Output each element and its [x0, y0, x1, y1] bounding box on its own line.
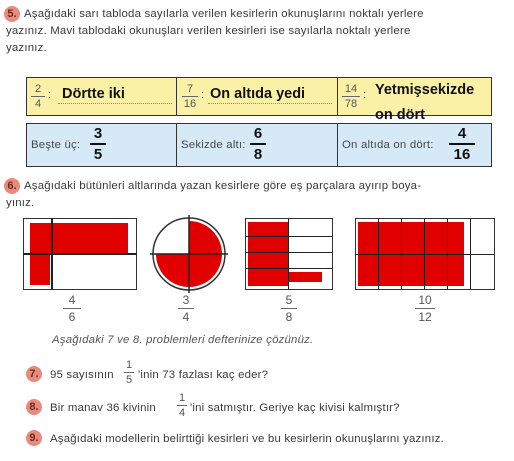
q5-instruction-line1: Aşağıdaki sarı tabloda sayılarla verilen kesirlerin okunuşlarını noktalı yerlere — [24, 8, 424, 20]
divider-line — [288, 218, 289, 290]
q7-text-before: 95 sayısının — [50, 369, 114, 381]
q8-text-after: 'ini satmıştır. Geriye kaç kivisi kalmıştır? — [190, 402, 400, 414]
note-text: Aşağıdaki 7 ve 8. problemleri defterinize çözünüz. — [52, 334, 314, 346]
q6-instruction-line1: Aşağıdaki bütünleri altlarında yazan kesirlere göre eş parçalara ayırıp boya- — [24, 180, 422, 192]
divider-line — [23, 253, 137, 255]
colon-text: : — [363, 89, 367, 101]
fraction-label: 4 6 — [63, 293, 81, 324]
fraction: 7 16 — [183, 83, 197, 110]
q9-text: Aşağıdaki modellerin belirttiği kesirleri ve bu kesirlerin okunuşlarını yazınız. — [50, 433, 444, 445]
blue-label: Sekizde altı: — [181, 139, 246, 151]
circle-model-3-4[interactable] — [150, 215, 228, 293]
fraction-label: 3 4 — [178, 293, 194, 324]
blue-label: On altıda on dört: — [342, 139, 434, 151]
fraction-label: 10 12 — [415, 293, 435, 324]
fraction-label: 5 8 — [281, 293, 297, 324]
divider-line — [378, 218, 379, 290]
painted-region — [288, 272, 322, 282]
handwritten-answer[interactable]: on dört — [375, 107, 425, 123]
painted-region — [30, 223, 128, 255]
q6-instruction-line2: yınız. — [6, 197, 35, 209]
handwritten-fraction[interactable]: 3 5 — [90, 125, 106, 163]
colon-text: : — [201, 89, 205, 101]
question-number-badge: 9. — [26, 430, 42, 446]
question-number-badge: 8. — [26, 399, 42, 415]
divider-line — [51, 218, 53, 290]
q5-instruction-line3: yazınız. — [6, 42, 47, 54]
colon-text: : — [48, 89, 52, 101]
fraction: 1 4 — [178, 392, 186, 419]
handwritten-answer[interactable]: Yetmişsekizde — [375, 82, 475, 98]
fraction: 2 4 — [31, 83, 45, 110]
divider-line — [424, 218, 425, 290]
handwritten-answer[interactable]: On altıda yedi — [210, 86, 306, 102]
blue-label: Beşte üç: — [31, 139, 81, 151]
fraction: 14 78 — [342, 83, 360, 110]
dotted-answer-line — [58, 103, 172, 104]
handwritten-fraction[interactable]: 4 16 — [449, 125, 475, 163]
handwritten-answer[interactable]: Dörtte iki — [62, 86, 125, 102]
dotted-answer-line — [208, 103, 332, 104]
divider-line — [470, 218, 471, 290]
question-number-badge: 5. — [4, 6, 20, 22]
divider-line — [447, 218, 448, 290]
fraction: 1 5 — [125, 359, 133, 386]
q8-text-before: Bir manav 36 kivinin — [50, 402, 156, 414]
question-number-badge: 6. — [4, 178, 20, 194]
q7-text-after: 'inin 73 fazlası kaç eder? — [138, 369, 269, 381]
question-number-badge: 7. — [26, 366, 42, 382]
handwritten-fraction[interactable]: 6 8 — [250, 125, 266, 163]
painted-region — [30, 253, 50, 285]
divider-line — [401, 218, 402, 290]
q5-instruction-line2: yazınız. Mavi tablodaki okunuşları verilen kesirleri ise sayılarla noktalı yerlere — [6, 25, 411, 37]
painted-region — [248, 222, 288, 286]
